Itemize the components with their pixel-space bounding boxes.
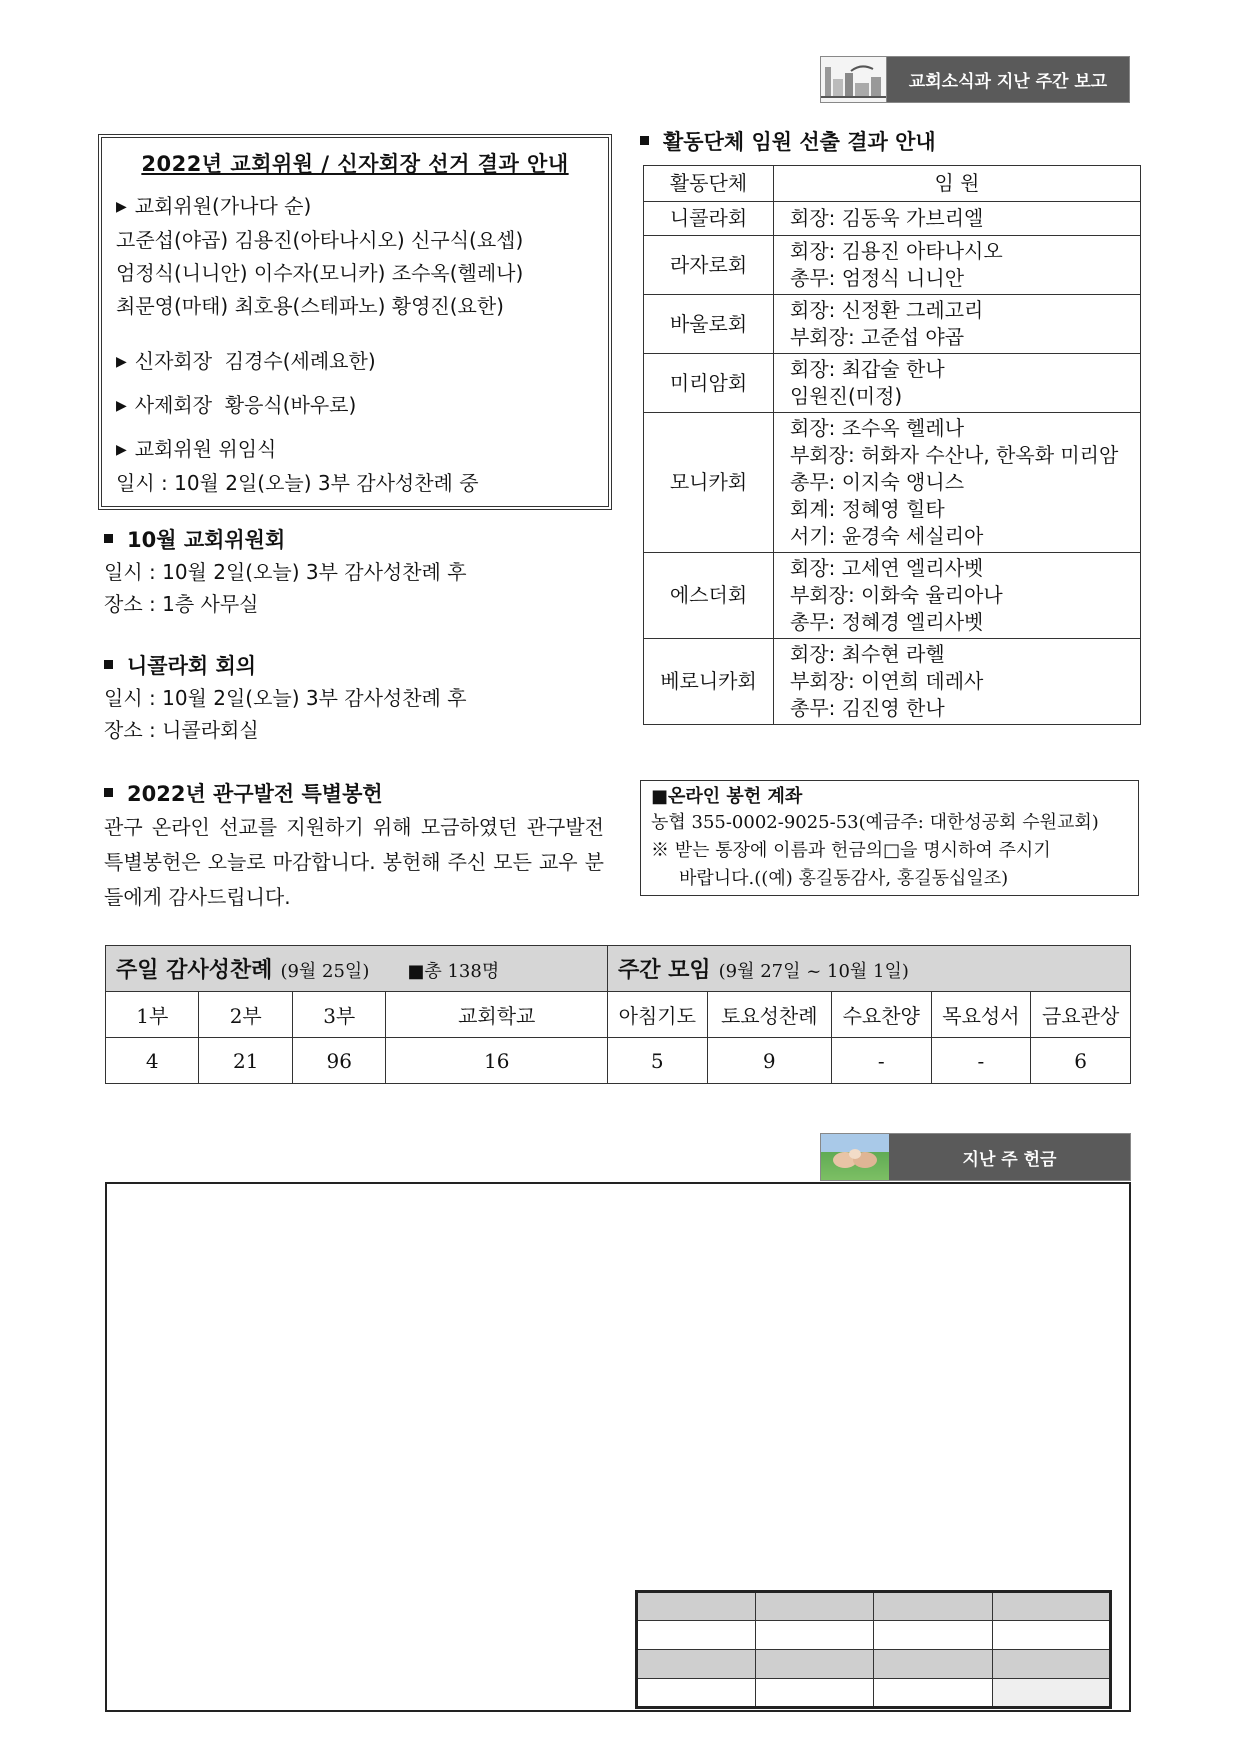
grid-cell xyxy=(874,1592,993,1621)
officers-table xyxy=(643,165,1141,725)
table-row xyxy=(644,354,1141,413)
triangle-bullet-icon: ▶ xyxy=(116,442,127,458)
weekly-meetings-title: 주간 모임 (9월 27일 ~ 10월 1일) xyxy=(607,946,1130,992)
committee-label: ▶ 교회위원(가나다 순) xyxy=(116,194,312,218)
account-bank: 농협 355-0002-9025-53(예금주: 대한성공회 수원교회) xyxy=(651,812,1099,833)
attendance-value: 21 xyxy=(199,1038,292,1084)
officer-name: 총무: 정혜경 엘리사벳 xyxy=(790,610,984,634)
installation-label: ▶ 교회위원 위임식 xyxy=(116,437,277,461)
offering-summary-grid xyxy=(635,1590,1112,1709)
attendance-col: 아침기도 xyxy=(607,992,707,1038)
grid-cell xyxy=(874,1679,993,1708)
org-name: 바울로회 xyxy=(644,295,774,354)
attendance-value: 5 xyxy=(607,1038,707,1084)
officer-name: 임원진(미정) xyxy=(790,384,903,408)
grid-cell xyxy=(637,1592,756,1621)
grid-cell xyxy=(637,1621,756,1650)
org-name: 에스더회 xyxy=(644,553,774,639)
officer-name: 부회장: 허화자 수산나, 한옥화 미리암 xyxy=(790,443,1119,467)
officer-name: 부회장: 고준섭 야곱 xyxy=(790,325,965,349)
org-name: 미리암회 xyxy=(644,354,774,413)
officer-name: 부회장: 이연희 데레사 xyxy=(790,669,984,693)
attendance-value: 16 xyxy=(386,1038,608,1084)
square-bullet-icon xyxy=(104,534,113,543)
officer-name: 총무: 김진영 한나 xyxy=(790,696,945,720)
attendance-col: 3부 xyxy=(292,992,385,1038)
table-row xyxy=(644,553,1141,639)
attendance-col: 1부 xyxy=(106,992,199,1038)
meeting-time: 일시 : 10월 2일(오늘) 3부 감사성찬례 후 xyxy=(104,686,467,710)
account-title: ■온라인 봉헌 계좌 xyxy=(651,786,803,807)
grid-cell xyxy=(874,1621,993,1650)
triangle-bullet-icon: ▶ xyxy=(116,354,127,370)
table-row xyxy=(644,295,1141,354)
meeting-committee xyxy=(104,524,624,620)
attendance-value: 4 xyxy=(106,1038,199,1084)
hands-icon xyxy=(821,1134,889,1180)
officer-name: 서기: 윤경숙 세실리아 xyxy=(790,524,984,548)
officer-name: 회장: 신정환 그레고리 xyxy=(790,298,984,322)
installation-time: 일시 : 10월 2일(오늘) 3부 감사성찬례 중 xyxy=(116,471,479,495)
account-note: 바랍니다.((예) 홍길동감사, 홍길동십일조) xyxy=(679,868,1009,889)
account-note: ※ 받는 통장에 이름과 헌금의□을 명시하여 주시기 xyxy=(651,840,1051,861)
section-header-title: 교회소식과 지난 주간 보고 xyxy=(887,57,1129,102)
meeting-title: 니콜라회 회의 xyxy=(104,650,624,682)
org-name: 니콜라회 xyxy=(644,202,774,236)
officer-name: 총무: 이지숙 앵니스 xyxy=(790,470,965,494)
election-results-box xyxy=(98,134,612,510)
square-bullet-icon xyxy=(104,660,113,669)
committee-line: 고준섭(야곱) 김용진(아타나시오) 신구식(요셉) xyxy=(116,228,524,252)
table-row xyxy=(644,639,1141,725)
attendance-value: - xyxy=(931,1038,1031,1084)
square-bullet-icon xyxy=(104,788,113,797)
triangle-bullet-icon: ▶ xyxy=(116,199,127,215)
officer-name: 부회장: 이화숙 율리아나 xyxy=(790,583,1003,607)
org-name: 라자로회 xyxy=(644,236,774,295)
cityscape-icon xyxy=(821,57,887,102)
attendance-value: - xyxy=(831,1038,931,1084)
attendance-table xyxy=(105,945,1131,1084)
special-offering-text: 관구 온라인 선교를 지원하기 위해 모금하였던 관구발전 특별봉헌은 오늘로 마감합니다. 봉헌해 주신 모든 교우 분들에게 감사드립니다. xyxy=(104,815,604,909)
officer-name: 회장: 조수옥 헬레나 xyxy=(790,416,965,440)
officer-name: 회장: 김용진 아타나시오 xyxy=(790,239,1003,263)
attendance-col: 목요성서 xyxy=(931,992,1031,1038)
officer-name: 회장: 고세연 엘리사벳 xyxy=(790,556,984,580)
grid-cell xyxy=(637,1679,756,1708)
org-name: 베로니카회 xyxy=(644,639,774,725)
grid-cell xyxy=(992,1679,1111,1708)
grid-cell xyxy=(992,1650,1111,1679)
officer-name: 회장: 김동욱 가브리엘 xyxy=(790,206,984,230)
attendance-col: 2부 xyxy=(199,992,292,1038)
grid-cell xyxy=(874,1650,993,1679)
meeting-nicholas xyxy=(104,650,624,746)
meeting-place: 장소 : 니콜라회실 xyxy=(104,718,259,742)
officer-name: 회장: 최갑술 한나 xyxy=(790,357,945,381)
grid-cell xyxy=(992,1592,1111,1621)
attendance-total: ■총 138명 xyxy=(407,961,500,982)
attendance-col: 교회학교 xyxy=(386,992,608,1038)
attendance-col: 토요성찬례 xyxy=(707,992,831,1038)
meeting-time: 일시 : 10월 2일(오늘) 3부 감사성찬례 후 xyxy=(104,560,467,584)
online-account-box xyxy=(640,780,1139,896)
special-offering-title: 2022년 관구발전 특별봉헌 xyxy=(104,778,624,810)
offering-header-badge xyxy=(820,1133,1131,1181)
attendance-value: 6 xyxy=(1031,1038,1131,1084)
officer-name: 회계: 정혜영 힐타 xyxy=(790,497,945,521)
org-name: 모니카회 xyxy=(644,413,774,553)
priest-president: ▶ 사제회장 황응식(바우로) xyxy=(116,393,357,417)
table-row xyxy=(644,413,1141,553)
meeting-title: 10월 교회위원회 xyxy=(104,524,624,556)
officers-col-org: 활동단체 xyxy=(644,166,774,202)
special-offering xyxy=(104,778,624,915)
grid-cell xyxy=(755,1650,874,1679)
attendance-col: 금요관상 xyxy=(1031,992,1131,1038)
officers-heading: 활동단체 임원 선출 결과 안내 xyxy=(640,126,936,156)
grid-cell xyxy=(755,1621,874,1650)
table-row xyxy=(644,236,1141,295)
grid-cell xyxy=(637,1650,756,1679)
meeting-place: 장소 : 1층 사무실 xyxy=(104,592,259,616)
lay-president: ▶ 신자회장 김경수(세례요한) xyxy=(116,349,376,373)
grid-cell xyxy=(755,1592,874,1621)
grid-cell xyxy=(755,1679,874,1708)
attendance-col: 수요찬양 xyxy=(831,992,931,1038)
sunday-attendance-title: 주일 감사성찬례 (9월 25일) ■총 138명 xyxy=(106,946,608,992)
committee-line: 최문영(마태) 최호용(스테파노) 황영진(요한) xyxy=(116,294,504,318)
committee-line: 엄정식(니니안) 이수자(모니카) 조수옥(헬레나) xyxy=(116,261,524,285)
officer-name: 회장: 최수현 라헬 xyxy=(790,642,945,666)
section-header-badge xyxy=(820,56,1130,103)
triangle-bullet-icon: ▶ xyxy=(116,398,127,414)
offering-header-title: 지난 주 헌금 xyxy=(889,1134,1130,1180)
grid-cell xyxy=(992,1621,1111,1650)
table-row xyxy=(644,202,1141,236)
officer-name: 총무: 엄정식 니니안 xyxy=(790,266,965,290)
attendance-value: 9 xyxy=(707,1038,831,1084)
election-title: 2022년 교회위원 / 신자회장 선거 결과 안내 xyxy=(141,152,569,176)
officers-col-officers: 임 원 xyxy=(774,166,1141,202)
attendance-value: 96 xyxy=(292,1038,385,1084)
square-bullet-icon xyxy=(640,136,649,145)
